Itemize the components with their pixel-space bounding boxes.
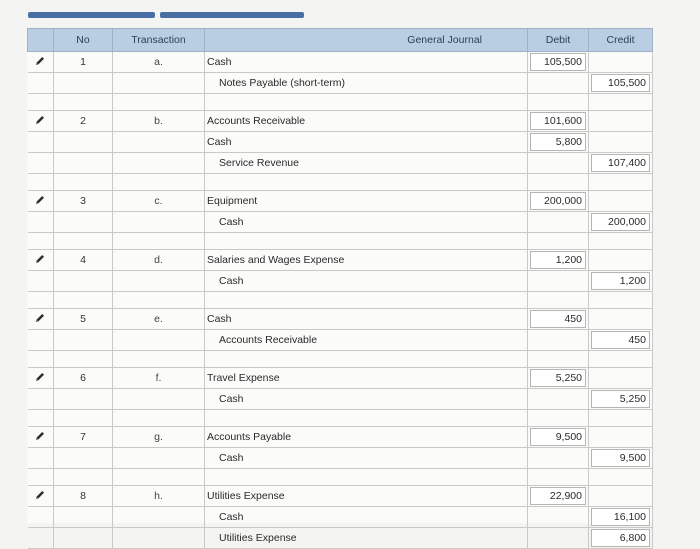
- account-name[interactable]: Accounts Payable: [205, 427, 528, 448]
- pencil-icon[interactable]: [34, 253, 46, 268]
- entry-number: [54, 73, 113, 94]
- transaction-letter: c.: [113, 191, 205, 212]
- journal-line: [28, 309, 653, 330]
- header-credit: Credit: [589, 29, 653, 52]
- pencil-icon[interactable]: [34, 489, 46, 504]
- transaction-letter: [113, 73, 205, 94]
- account-name[interactable]: Salaries and Wages Expense: [205, 250, 528, 271]
- credit-cell: [589, 191, 653, 212]
- transaction-letter: [113, 153, 205, 174]
- debit-amount[interactable]: 9,500: [530, 428, 586, 446]
- edit-cell[interactable]: [28, 309, 54, 330]
- header-transaction: Transaction: [113, 29, 205, 52]
- spacer-row: [28, 174, 653, 191]
- pencil-icon[interactable]: [34, 371, 46, 386]
- empty-cell: [28, 292, 54, 309]
- pencil-icon[interactable]: [34, 312, 46, 327]
- credit-amount[interactable]: 5,250: [591, 390, 650, 408]
- edit-cell[interactable]: [28, 191, 54, 212]
- credit-amount[interactable]: 105,500: [591, 74, 650, 92]
- debit-cell: [528, 309, 589, 330]
- pencil-icon[interactable]: [34, 114, 46, 129]
- empty-cell: [113, 174, 205, 191]
- header-no: No: [54, 29, 113, 52]
- credit-cell: [589, 427, 653, 448]
- transaction-letter: f.: [113, 368, 205, 389]
- empty-cell: [589, 292, 653, 309]
- account-name[interactable]: Equipment: [205, 191, 528, 212]
- entry-number: 6: [54, 368, 113, 389]
- entry-number: [54, 389, 113, 410]
- empty-cell: [113, 410, 205, 427]
- spacer-row: [28, 233, 653, 250]
- empty-cell: [205, 94, 528, 111]
- edit-cell: [28, 448, 54, 469]
- debit-cell: [528, 132, 589, 153]
- empty-cell: [54, 292, 113, 309]
- empty-cell: [54, 351, 113, 368]
- pencil-icon[interactable]: [34, 194, 46, 209]
- journal-line: [28, 448, 653, 469]
- empty-cell: [528, 469, 589, 486]
- debit-cell: [528, 528, 589, 549]
- edit-cell: [28, 153, 54, 174]
- empty-cell: [28, 174, 54, 191]
- empty-cell: [528, 292, 589, 309]
- credit-cell: [589, 389, 653, 410]
- transaction-letter: e.: [113, 309, 205, 330]
- empty-cell: [54, 94, 113, 111]
- empty-cell: [54, 174, 113, 191]
- empty-cell: [54, 410, 113, 427]
- entry-number: 7: [54, 427, 113, 448]
- empty-cell: [528, 233, 589, 250]
- empty-cell: [113, 292, 205, 309]
- debit-amount[interactable]: 5,800: [530, 133, 586, 151]
- empty-cell: [28, 94, 54, 111]
- account-name[interactable]: Accounts Receivable: [205, 330, 528, 351]
- empty-cell: [205, 351, 528, 368]
- journal-table: [27, 28, 653, 549]
- journal-body: [28, 52, 653, 549]
- credit-cell: [589, 368, 653, 389]
- empty-cell: [28, 410, 54, 427]
- debit-cell: [528, 111, 589, 132]
- edit-cell: [28, 73, 54, 94]
- account-name[interactable]: Cash: [205, 271, 528, 292]
- credit-amount[interactable]: 6,800: [591, 529, 650, 547]
- journal-line: [28, 368, 653, 389]
- transaction-letter: [113, 507, 205, 528]
- debit-cell: [528, 389, 589, 410]
- debit-cell: [528, 507, 589, 528]
- debit-cell: [528, 212, 589, 233]
- empty-cell: [589, 469, 653, 486]
- transaction-letter: [113, 132, 205, 153]
- account-name[interactable]: Cash: [205, 132, 528, 153]
- entry-number: 3: [54, 191, 113, 212]
- journal-line: [28, 330, 653, 351]
- journal-line: [28, 389, 653, 410]
- credit-cell: [589, 111, 653, 132]
- empty-cell: [113, 94, 205, 111]
- account-name[interactable]: Travel Expense: [205, 368, 528, 389]
- transaction-letter: [113, 330, 205, 351]
- empty-cell: [113, 351, 205, 368]
- credit-cell: [589, 486, 653, 507]
- empty-cell: [589, 174, 653, 191]
- debit-amount[interactable]: 105,500: [530, 53, 586, 71]
- transaction-letter: [113, 271, 205, 292]
- empty-cell: [113, 469, 205, 486]
- empty-cell: [205, 174, 528, 191]
- transaction-letter: h.: [113, 486, 205, 507]
- entry-number: [54, 330, 113, 351]
- pencil-icon[interactable]: [34, 430, 46, 445]
- account-name[interactable]: Notes Payable (short-term): [205, 73, 528, 94]
- header-general-journal: General Journal: [205, 29, 528, 52]
- entry-number: [54, 212, 113, 233]
- entry-number: 5: [54, 309, 113, 330]
- credit-cell: [589, 212, 653, 233]
- entry-number: 1: [54, 52, 113, 73]
- edit-cell: [28, 528, 54, 549]
- spacer-row: [28, 94, 653, 111]
- debit-amount[interactable]: 1,200: [530, 251, 586, 269]
- debit-amount[interactable]: 200,000: [530, 192, 586, 210]
- debit-cell: [528, 191, 589, 212]
- journal-line: [28, 427, 653, 448]
- credit-amount[interactable]: 450: [591, 331, 650, 349]
- debit-cell: [528, 448, 589, 469]
- entry-number: [54, 448, 113, 469]
- debit-cell: [528, 271, 589, 292]
- tab-bar-1: [28, 12, 155, 18]
- empty-cell: [54, 233, 113, 250]
- edit-cell[interactable]: [28, 52, 54, 73]
- credit-amount[interactable]: 107,400: [591, 154, 650, 172]
- debit-cell: [528, 486, 589, 507]
- empty-cell: [589, 410, 653, 427]
- debit-amount[interactable]: 450: [530, 310, 586, 328]
- debit-cell: [528, 250, 589, 271]
- account-name[interactable]: Accounts Receivable: [205, 111, 528, 132]
- empty-cell: [28, 233, 54, 250]
- debit-amount[interactable]: 22,900: [530, 487, 586, 505]
- transaction-letter: [113, 389, 205, 410]
- transaction-letter: d.: [113, 250, 205, 271]
- debit-cell: [528, 330, 589, 351]
- empty-cell: [589, 233, 653, 250]
- empty-cell: [589, 94, 653, 111]
- empty-cell: [528, 351, 589, 368]
- journal-line: [28, 486, 653, 507]
- edit-cell: [28, 132, 54, 153]
- journal-line: [28, 212, 653, 233]
- credit-cell: [589, 73, 653, 94]
- account-name[interactable]: Cash: [205, 448, 528, 469]
- debit-cell: [528, 73, 589, 94]
- header-row: [28, 29, 653, 52]
- journal-line: [28, 132, 653, 153]
- spacer-row: [28, 410, 653, 427]
- edit-cell[interactable]: [28, 368, 54, 389]
- edit-cell: [28, 271, 54, 292]
- account-name[interactable]: Utilities Expense: [205, 486, 528, 507]
- empty-cell: [528, 174, 589, 191]
- transaction-letter: g.: [113, 427, 205, 448]
- general-journal-sheet: [27, 28, 652, 544]
- empty-cell: [205, 469, 528, 486]
- journal-line: [28, 528, 653, 549]
- debit-cell: [528, 427, 589, 448]
- credit-amount[interactable]: 200,000: [591, 213, 650, 231]
- empty-cell: [528, 94, 589, 111]
- edit-cell[interactable]: [28, 486, 54, 507]
- account-name[interactable]: Cash: [205, 52, 528, 73]
- credit-amount[interactable]: 16,100: [591, 508, 650, 526]
- journal-line: [28, 507, 653, 528]
- credit-cell: [589, 271, 653, 292]
- journal-line: [28, 111, 653, 132]
- account-name[interactable]: Service Revenue: [205, 153, 528, 174]
- transaction-letter: [113, 528, 205, 549]
- transaction-letter: [113, 448, 205, 469]
- transaction-letter: b.: [113, 111, 205, 132]
- credit-cell: [589, 309, 653, 330]
- credit-cell: [589, 132, 653, 153]
- transaction-letter: a.: [113, 52, 205, 73]
- credit-cell: [589, 153, 653, 174]
- entry-number: 2: [54, 111, 113, 132]
- entry-number: [54, 153, 113, 174]
- credit-cell: [589, 250, 653, 271]
- account-name[interactable]: Utilities Expense: [205, 528, 528, 549]
- credit-amount[interactable]: 9,500: [591, 449, 650, 467]
- entry-number: 4: [54, 250, 113, 271]
- journal-line: [28, 271, 653, 292]
- empty-cell: [205, 233, 528, 250]
- empty-cell: [528, 410, 589, 427]
- account-name[interactable]: Cash: [205, 212, 528, 233]
- journal-line: [28, 250, 653, 271]
- pencil-icon[interactable]: [34, 55, 46, 70]
- edit-cell[interactable]: [28, 111, 54, 132]
- debit-cell: [528, 153, 589, 174]
- edit-cell: [28, 212, 54, 233]
- entry-number: [54, 528, 113, 549]
- entry-number: [54, 507, 113, 528]
- header-check: [28, 29, 54, 52]
- entry-number: 8: [54, 486, 113, 507]
- empty-cell: [28, 469, 54, 486]
- edit-cell: [28, 389, 54, 410]
- edit-cell[interactable]: [28, 250, 54, 271]
- entry-number: [54, 271, 113, 292]
- header-debit: Debit: [528, 29, 589, 52]
- empty-cell: [54, 469, 113, 486]
- debit-cell: [528, 368, 589, 389]
- credit-cell: [589, 330, 653, 351]
- entry-number: [54, 132, 113, 153]
- transaction-letter: [113, 212, 205, 233]
- empty-cell: [205, 292, 528, 309]
- empty-cell: [589, 351, 653, 368]
- journal-line: [28, 73, 653, 94]
- account-name[interactable]: Cash: [205, 309, 528, 330]
- credit-cell: [589, 528, 653, 549]
- spacer-row: [28, 469, 653, 486]
- journal-line: [28, 52, 653, 73]
- debit-amount[interactable]: 5,250: [530, 369, 586, 387]
- edit-cell: [28, 507, 54, 528]
- spacer-row: [28, 351, 653, 368]
- edit-cell[interactable]: [28, 427, 54, 448]
- account-name[interactable]: Cash: [205, 389, 528, 410]
- empty-cell: [28, 351, 54, 368]
- account-name[interactable]: Cash: [205, 507, 528, 528]
- tab-bar-2: [160, 12, 304, 18]
- credit-cell: [589, 507, 653, 528]
- credit-cell: [589, 448, 653, 469]
- credit-amount[interactable]: 1,200: [591, 272, 650, 290]
- empty-cell: [113, 233, 205, 250]
- debit-amount[interactable]: 101,600: [530, 112, 586, 130]
- credit-cell: [589, 52, 653, 73]
- empty-cell: [205, 410, 528, 427]
- spacer-row: [28, 292, 653, 309]
- journal-line: [28, 153, 653, 174]
- edit-cell: [28, 330, 54, 351]
- debit-cell: [528, 52, 589, 73]
- journal-line: [28, 191, 653, 212]
